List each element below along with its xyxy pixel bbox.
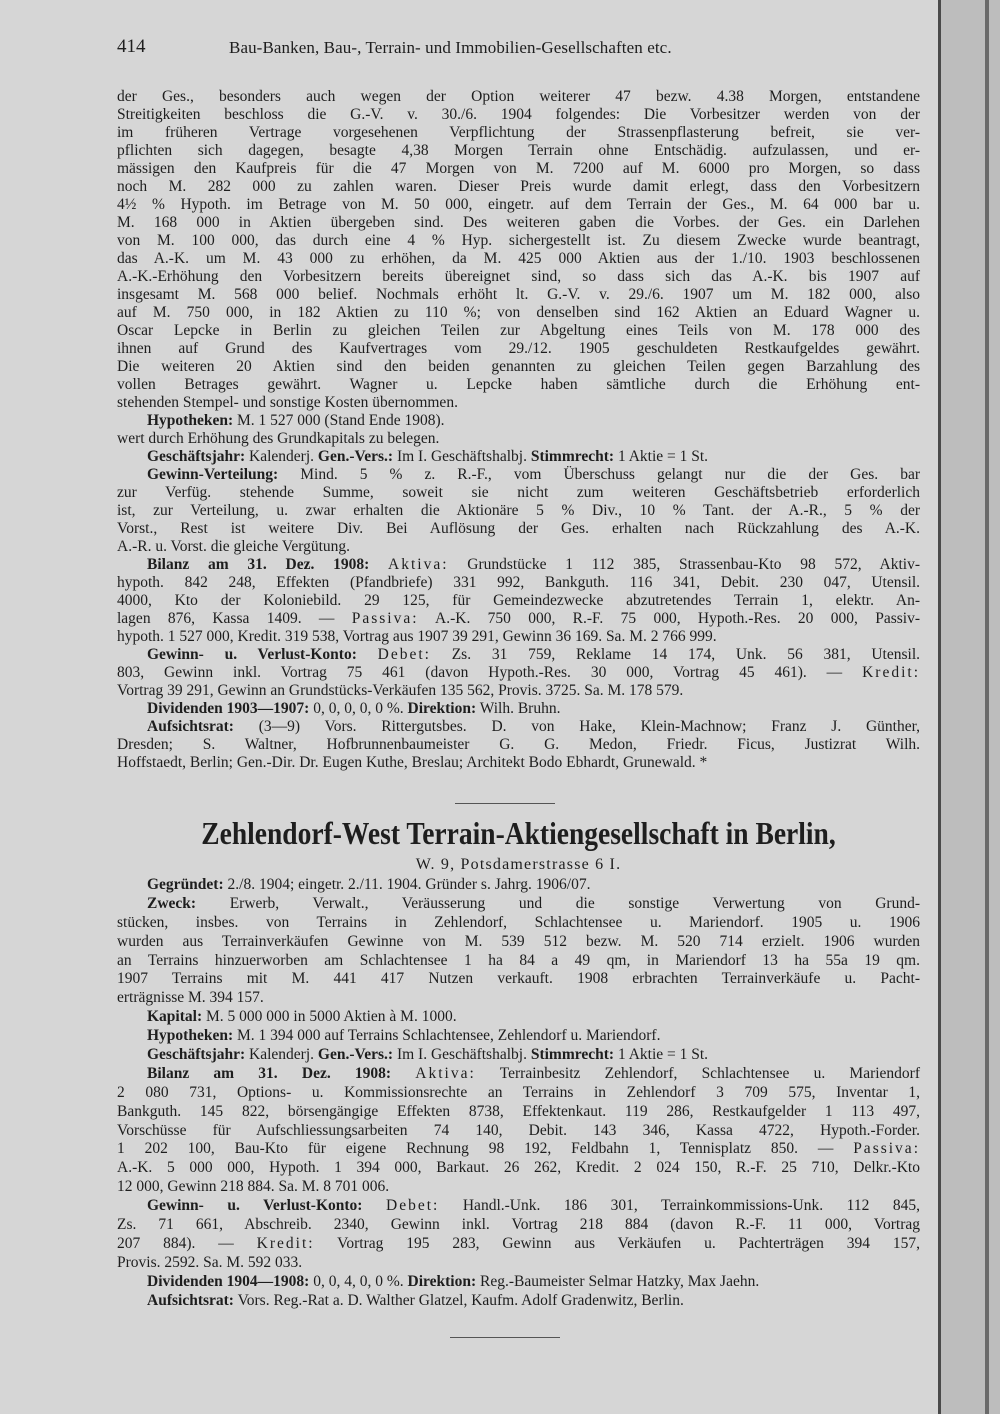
separator-rule-bottom: [450, 1337, 560, 1338]
text-run: stehenden Stempel- und sonstige Kosten übernommen.: [117, 394, 458, 411]
text-line: [117, 1292, 920, 1311]
text-line: [117, 1216, 920, 1235]
text-run: Vorschüsse für Aufschliessungsarbeiten 74 140, Debit. 143 346, Kassa 4722, Hypoth.-Forder.: [117, 1121, 920, 1139]
text-line: [117, 340, 920, 358]
text-run: ist, zur Verteilung, u. zwar erhalten die Aktionäre 5 % Div., 10 % Tant. der A.-R., 5 % der: [117, 502, 920, 519]
text-line: [117, 1084, 920, 1103]
field-label: Gewinn- u. Verlust-Konto:: [147, 1197, 363, 1215]
text-run: 2 080 731, Options- u. Kommissionsrechte an Terrains in Zehlendorf 3 709 575, Inventar 1,: [117, 1083, 920, 1101]
text-run: M. 168 000 in Aktien übergeben sind. Des weiteren gaben die Vorbes. der Ges. ein Darlehen: [117, 214, 920, 231]
text-run: das A.-K. um M. 43 000 zu erhöhen, da M. 425 000 Aktien aus der 1./10. 1903 beschlossenen: [117, 250, 920, 267]
text-run: hypoth. 1 527 000, Kredit. 319 538, Vortrag aus 1907 39 291, Gewinn 36 169. Sa. M. 2 766 999.: [117, 628, 717, 645]
text-run: Zs. 31 759, Reklame 14 174, Unk. 56 381, Utensil.: [430, 646, 920, 663]
text-run: Grundstücke 1 112 385, Strassenbau-Kto 98 572, Aktiv-: [448, 556, 920, 573]
text-run: mässigen den Kaufpreis für die 47 Morgen von M. 7200 auf M. 6000 pro Morgen, so dass: [117, 160, 920, 177]
text-run: insgesamt M. 568 000 belief. Nochmals erhöht lt. G.-V. v. 29./6. 1907 um M. 182 000, also: [117, 286, 920, 303]
text-run: 803, Gewinn inkl. Vortrag 75 461 (davon Hypoth.-Res. 30 000, Vortrag 45 461). —: [117, 664, 863, 681]
text-run: [362, 1197, 386, 1214]
page-number: 414: [117, 36, 146, 57]
text-run: Provis. 2592. Sa. M. 592 033.: [117, 1253, 303, 1271]
text-run: M. 5 000 000 in 5000 Aktien à M. 1000.: [202, 1008, 457, 1026]
spaced-label: Debet:: [386, 1197, 440, 1215]
field-label: Bilanz am 31. Dez. 1908:: [147, 1064, 392, 1082]
text-run: 0, 0, 0, 0, 0 %.: [309, 700, 408, 717]
spaced-label: Aktiva:: [415, 1064, 476, 1082]
text-run: 1 Aktie = 1 St.: [614, 448, 709, 465]
field-label: Gewinn- u. Verlust-Konto:: [147, 646, 357, 663]
spaced-label: Debet:: [377, 646, 431, 663]
spaced-label: Aktiva:: [388, 556, 449, 573]
spaced-label: Passiva:: [853, 1140, 920, 1158]
running-header: [117, 36, 817, 60]
spaced-label: Passiva:: [351, 610, 419, 627]
text-line: [117, 88, 920, 106]
company-address: W. 9, Potsdamerstrasse 6 I.: [415, 856, 622, 873]
text-line: [117, 394, 920, 412]
text-line: [117, 895, 920, 914]
text-run: Vortrag 195 283, Gewinn aus Verkäufen u. Pachterträgen 394 157,: [314, 1234, 920, 1252]
separator-rule: [455, 803, 555, 804]
field-label: Aufsichtsrat:: [147, 1291, 234, 1309]
text-line: [117, 358, 920, 376]
text-line: [117, 1027, 920, 1046]
text-line: [117, 682, 920, 700]
field-label: Gen.-Vers.:: [317, 1046, 394, 1064]
field-label: Bilanz am 31. Dez. 1908:: [147, 556, 370, 573]
field-label: Geschäftsjahr:: [147, 1046, 246, 1064]
text-run: von M. 100 000, das durch eine 4 % Hyp. sichergestellt ist. Zu diesem Zwecke wurde beantragt,: [117, 232, 920, 249]
field-label: Gen.-Vers.:: [317, 448, 394, 465]
text-run: Bankguth. 145 822, börsengängige Effekten 8738, Effektenkaut. 119 286, Restkaufgelder 1 113 497,: [117, 1102, 920, 1120]
text-line: [117, 610, 920, 628]
text-run: Oscar Lepcke in Berlin zu gleichen Teilen zur Abgeltung eines Teils von M. 178 000 des: [117, 322, 920, 339]
text-line: [117, 412, 920, 430]
company-title: Zehlendorf-West Terrain-Aktiengesellschaft in Berlin,: [201, 815, 836, 851]
text-line: [117, 592, 920, 610]
page-edge-shadow: [985, 0, 989, 1414]
field-label: Geschäftsjahr:: [147, 448, 246, 465]
text-run: vollen Betrages gewährt. Wagner u. Lepcke haben sämtliche durch die Erhöhung ent-: [117, 376, 920, 393]
text-run: Vortrag 39 291, Gewinn an Grundstücks-Verkäufen 135 562, Provis. 3725. Sa. M. 178 579.: [117, 682, 684, 699]
text-run: 0, 0, 4, 0, 0 %.: [309, 1272, 408, 1290]
text-run: 4½ % Hypoth. im Betrage von M. 50 000, eingetr. auf dem Terrain der Ges., M. 64 000 bar u.: [117, 196, 920, 213]
text-line: [117, 196, 920, 214]
text-run: Kalenderj.: [245, 1046, 318, 1064]
text-run: Erwerb, Verwalt., Veräusserung und die sonstige Verwertung von Grund-: [196, 894, 920, 912]
text-line: [117, 286, 920, 304]
text-line: [117, 448, 920, 466]
text-run: der Ges., besonders auch wegen der Option weiterer 47 bezw. 4.38 Morgen, entstandene: [117, 88, 920, 105]
text-run: M. 1 527 000 (Stand Ende 1908).: [233, 412, 445, 429]
text-line: [117, 1140, 920, 1159]
text-line: [117, 556, 920, 574]
field-label: Kapital:: [147, 1008, 203, 1026]
text-run: Im I. Geschäftshalbj.: [393, 448, 531, 465]
text-line: [117, 1122, 920, 1141]
text-run: 1 Aktie = 1 St.: [614, 1046, 709, 1064]
field-label: Direktion:: [407, 700, 477, 717]
text-line: [117, 250, 920, 268]
text-line: [117, 232, 920, 250]
text-run: 1907 Terrains mit M. 441 417 Nutzen verkauft. 1908 erbrachten Terrainverkäufe u. Pacht-: [117, 970, 920, 988]
text-run: 12 000, Gewinn 218 884. Sa. M. 8 701 006.: [117, 1178, 390, 1196]
text-line: [117, 1046, 920, 1065]
text-line: [117, 1159, 920, 1178]
field-label: Aufsichtsrat:: [147, 718, 234, 735]
field-label: Direktion:: [407, 1272, 477, 1290]
text-line: [117, 574, 920, 592]
text-run: 2./8. 1904; eingetr. 2./11. 1904. Gründer s. Jahrg. 1906/07.: [223, 876, 591, 893]
text-run: zur Verfüg. stehende Summe, soweit sie nicht zum weiteren Geschäftsbetrieb erforderlich: [117, 484, 920, 501]
text-line: [117, 1235, 920, 1254]
text-line: [117, 160, 920, 178]
text-line: [117, 376, 920, 394]
text-run: [369, 556, 388, 573]
text-run: auf M. 750 000, in 182 Aktien zu 110 %; von denselben sind 162 Aktien an Eduard Wagner u.: [117, 304, 920, 321]
text-line: [117, 1008, 920, 1027]
field-label: Stimmrecht:: [530, 1046, 615, 1064]
field-label: Hypotheken:: [147, 412, 234, 429]
text-line: [117, 322, 920, 340]
field-label: Hypotheken:: [147, 1027, 234, 1045]
text-run: wurden aus Terrainverkäufen Gewinne von M. 539 512 bezw. M. 520 714 erzielt. 1906 wurden: [117, 932, 920, 950]
text-run: lagen 876, Kassa 1409. —: [117, 610, 352, 627]
text-run: Zs. 71 661, Abschreib. 2340, Gewinn inkl. Vortrag 218 884 (davon R.-F. 11 000, Vortrag: [117, 1216, 920, 1234]
text-line: [117, 430, 920, 448]
text-line: [117, 178, 920, 196]
text-run: Mind. 5 % z. R.-F., vom Überschuss gelangt nur die der Ges. bar: [278, 466, 920, 483]
text-line: [117, 1065, 920, 1084]
text-run: hypoth. 842 248, Effekten (Pfandbriefe) 331 992, Bankguth. 116 341, Debit. 230 047, Utensil.: [117, 574, 920, 591]
text-line: [117, 502, 920, 520]
text-run: Vors. Reg.-Rat a. D. Walther Glatzel, Kaufm. Adolf Gradenwitz, Berlin.: [233, 1291, 684, 1309]
spaced-label: Kredit:: [256, 1234, 315, 1252]
text-run: Terrainbesitz Zehlendorf, Schlachtensee u. Mariendorf: [475, 1064, 920, 1082]
text-line: [117, 700, 920, 718]
text-run: stücken, insbes. von Terrains in Zehlendorf, Schlachtensee u. Mariendorf. 1905 u. 1906: [117, 913, 920, 931]
text-run: A.-K. 5 000 000, Hypoth. 1 394 000, Barkaut. 26 262, Kredit. 2 024 150, R.-F. 25 710, Delkr.-Kto: [117, 1159, 920, 1177]
section-previous-company: [117, 88, 920, 772]
text-run: Wilh. Bruhn.: [476, 700, 561, 717]
text-run: pflichten sich dagegen, besagte 4,38 Morgen Terrain ohne Entschädig. aufzulassen, und er-: [117, 142, 920, 159]
field-label: Zweck:: [147, 894, 197, 912]
text-run: an Terrains hinzuerworben am Schlachtensee 1 ha 84 a 49 qm, in Mariendorf 13 ha 55a 19 qm.: [117, 951, 920, 969]
field-label: Gegründet:: [147, 876, 224, 893]
text-line: [117, 933, 920, 952]
text-run: 4000, Kto der Koloniebild. 29 125, für Gemeindezwecke abzutretendes Terrain 1, elektr. An-: [117, 592, 920, 609]
text-run: [357, 646, 378, 663]
section-zehlendorf-west: [117, 876, 920, 1310]
text-line: [117, 970, 920, 989]
text-run: noch M. 282 000 zu zahlen waren. Dieser Preis wurde damit erlegt, dass den Vorbesitzern: [117, 178, 920, 195]
text-line: [117, 124, 920, 142]
text-line: [117, 538, 920, 556]
page-edge: [938, 0, 1000, 1414]
text-run: wert durch Erhöhung des Grundkapitals zu belegen.: [117, 430, 440, 447]
text-run: Kalenderj.: [245, 448, 318, 465]
text-line: [117, 520, 920, 538]
text-line: [117, 484, 920, 502]
text-line: [117, 664, 920, 682]
text-line: [117, 952, 920, 971]
text-run: Handl.-Unk. 186 301, Terrainkommissions-Unk. 112 845,: [439, 1197, 921, 1215]
text-line: [117, 214, 920, 232]
text-line: [117, 989, 920, 1008]
text-line: [117, 736, 920, 754]
text-line: [117, 1273, 920, 1292]
text-run: im früheren Vertrage vorgesehenen Verpflichtung der Strassenpflasterung befreit, sie ver-: [117, 124, 920, 141]
field-label: Dividenden 1904—1908:: [147, 1272, 310, 1290]
text-run: Dresden; S. Waltner, Hofbrunnenbaumeister G. G. Medon, Friedr. Ficus, Justizrat Wilh.: [117, 736, 920, 753]
text-line: [117, 646, 920, 664]
text-line: [117, 914, 920, 933]
text-run: 1 202 100, Bau-Kto für eigene Rechnung 98 192, Feldbahn 1, Tennisplatz 850. —: [117, 1140, 854, 1158]
text-line: [117, 304, 920, 322]
text-run: ihnen auf Grund des Kaufvertrages vom 29./12. 1905 geschuldeten Restkaufgeldes gewährt.: [117, 340, 920, 357]
text-run: A.-R. u. Vorst. die gleiche Vergütung.: [117, 538, 351, 555]
text-line: [117, 876, 920, 895]
text-run: Reg.-Baumeister Selmar Hatzky, Max Jaehn.: [476, 1272, 760, 1290]
text-line: [117, 1197, 920, 1216]
text-line: [117, 1254, 920, 1273]
text-line: [117, 1103, 920, 1122]
text-run: A.-K. 750 000, R.-F. 75 000, Hypoth.-Res. 20 000, Passiv-: [418, 610, 920, 627]
text-line: [117, 268, 920, 286]
text-line: [117, 466, 920, 484]
text-run: [391, 1065, 415, 1082]
text-run: 207 884). —: [117, 1234, 257, 1252]
spaced-label: Kredit:: [862, 664, 920, 681]
text-line: [117, 1178, 920, 1197]
text-line: [117, 142, 920, 160]
text-line: [117, 106, 920, 124]
text-run: Hoffstaedt, Berlin; Gen.-Dir. Dr. Eugen Kuthe, Breslau; Architekt Bodo Ebhardt, Grunewald. *: [117, 754, 708, 771]
text-run: A.-K.-Erhöhung den Vorbesitzern bereits übereignet sind, so dass sich das A.-K. bis 1907 auf: [117, 268, 920, 285]
text-line: [117, 718, 920, 736]
field-label: Dividenden 1903—1907:: [147, 700, 310, 717]
field-label: Gewinn-Verteilung:: [147, 466, 279, 483]
field-label: Stimmrecht:: [530, 448, 615, 465]
text-run: Die weiteren 20 Aktien sind den beiden genannten zu gleichen Teilen gegen Barzahlung des: [117, 358, 920, 375]
text-run: (3—9) Vors. Rittergutsbes. D. von Hake, Klein-Machnow; Franz J. Günther,: [233, 718, 920, 735]
text-run: Im I. Geschäftshalbj.: [393, 1046, 531, 1064]
text-line: [117, 628, 920, 646]
text-line: [117, 754, 920, 772]
text-run: M. 1 394 000 auf Terrains Schlachtensee, Zehlendorf u. Mariendorf.: [233, 1027, 661, 1045]
text-run: Streitigkeiten beschloss die G.-V. v. 30./6. 1904 folgendes: Die Vorbesitzer werden von der: [117, 106, 920, 123]
text-run: Vorst., Rest ist weitere Div. Bei Auflösung der Ges. erhalten nach Rückzahlung des A.-K.: [117, 520, 920, 537]
running-title: Bau-Banken, Bau-, Terrain- und Immobilien-Gesellschaften etc.: [229, 38, 672, 57]
text-run: erträgnisse M. 394 157.: [117, 989, 264, 1007]
